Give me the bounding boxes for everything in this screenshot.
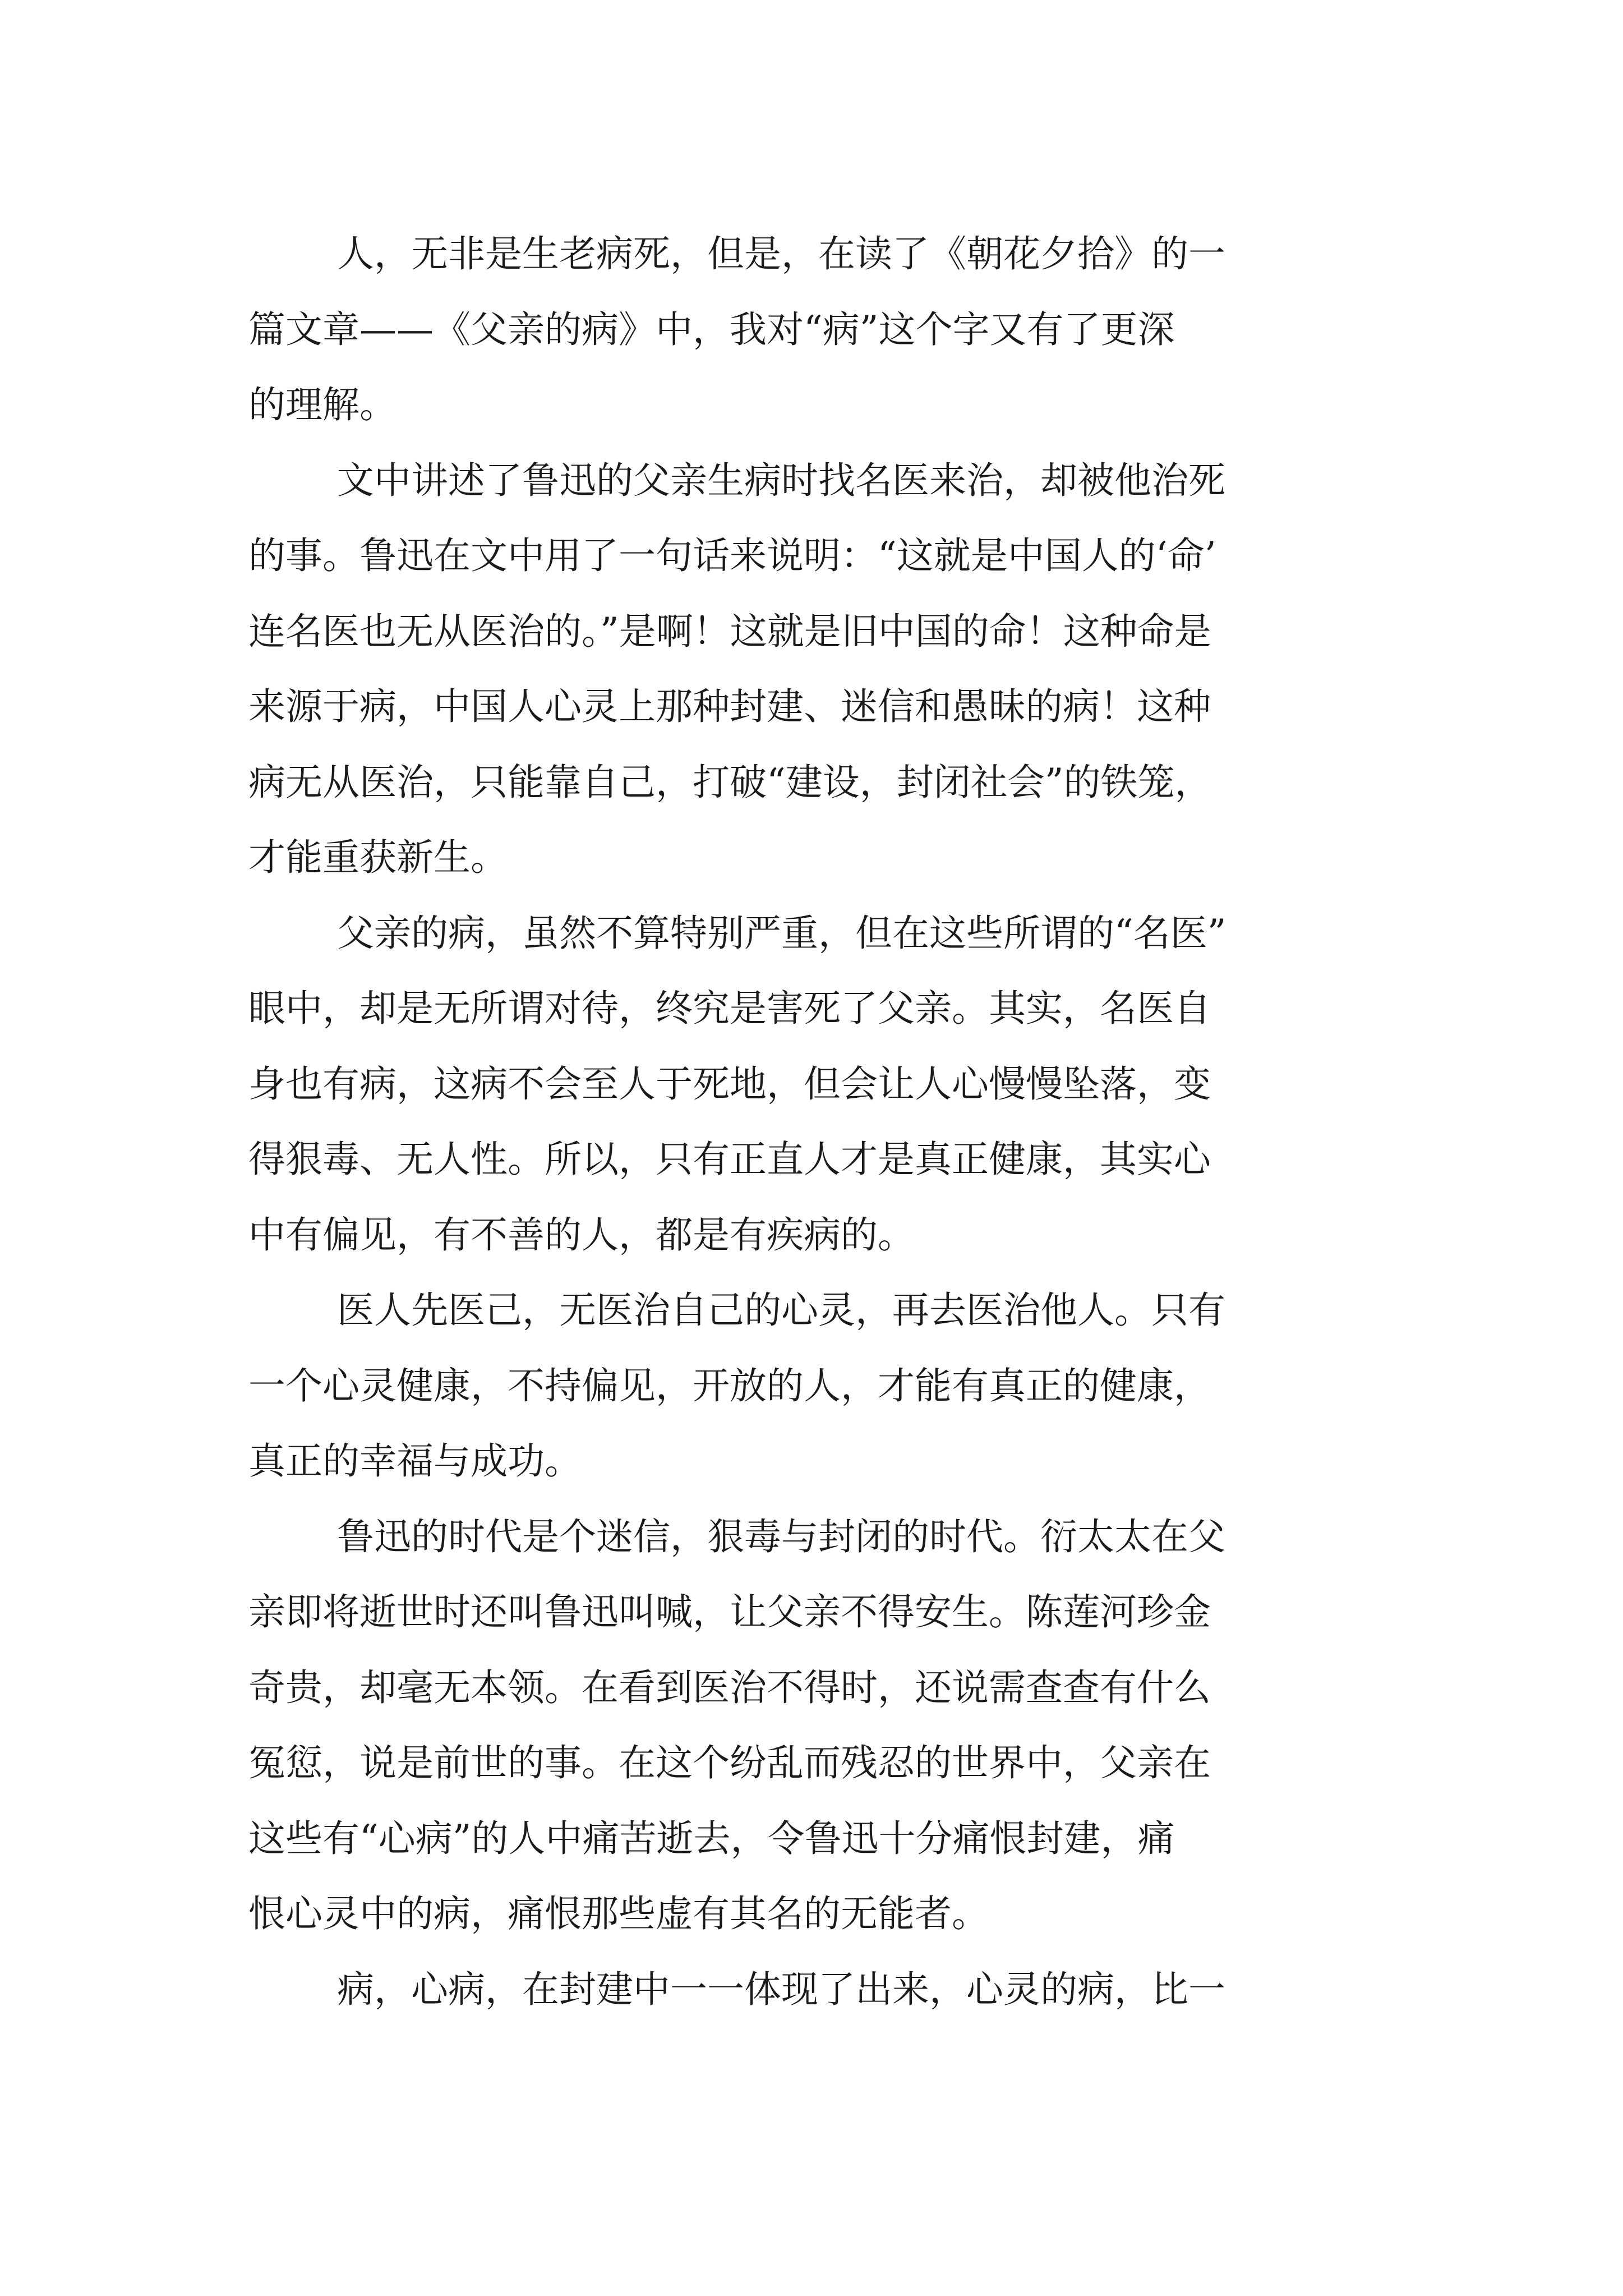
paragraph-2-line-6: 才能重获新生。: [248, 836, 508, 879]
paragraph-5-line-2: 亲即将逝世时还叫鲁迅叫喊，让父亲不得安生。陈莲河珍金: [248, 1590, 1211, 1634]
paragraph-3-line-4: 得狠毒、无人性。所以，只有正直人才是真正健康，其实心: [248, 1138, 1211, 1181]
paragraph-4-line-2: 一个心灵健康，不持偏见，开放的人，才能有真正的健康，: [248, 1364, 1211, 1407]
paragraph-2-line-5: 病无从医治，只能靠自己，打破“建设，封闭社会”的铁笼，: [248, 760, 1212, 804]
paragraph-1-line-2: 篇文章——《父亲的病》中，我对“病”这个字又有了更深: [248, 307, 1175, 351]
paragraph-3-line-5: 中有偏见，有不善的人，都是有疾病的。: [248, 1213, 915, 1257]
paragraph-1-line-1: 人，无非是生老病死，但是，在读了《朝花夕拾》的一: [337, 232, 1225, 275]
paragraph-6-line-1: 病，心病，在封建中一一体现了出来，心灵的病，比一: [337, 1967, 1225, 2011]
paragraph-2-line-4: 来源于病，中国人心灵上那种封建、迷信和愚昧的病！这种: [248, 685, 1211, 728]
paragraph-3-line-3: 身也有病，这病不会至人于死地，但会让人心慢慢坠落，变: [248, 1062, 1211, 1106]
paragraph-2-line-2: 的事。鲁迅在文中用了一句话来说明：“这就是中国人的‘命’: [248, 534, 1216, 577]
paragraph-4-line-1: 医人先医己，无医治自己的心灵，再去医治他人。只有: [337, 1289, 1225, 1332]
paragraph-3-line-2: 眼中，却是无所谓对待，终究是害死了父亲。其实，名医自: [248, 987, 1211, 1030]
paragraph-4-line-3: 真正的幸福与成功。: [248, 1439, 582, 1483]
essay-body: [248, 217, 1376, 2027]
paragraph-5-line-1: 鲁迅的时代是个迷信，狠毒与封闭的时代。衍太太在父: [337, 1515, 1225, 1558]
paragraph-2-line-3: 连名医也无从医治的。”是啊！这就是旧中国的命！这种命是: [248, 609, 1211, 653]
paragraph-5-line-5: 这些有“心病”的人中痛苦逝去，令鲁迅十分痛恨封建，痛: [248, 1816, 1175, 1860]
paragraph-1-line-3: 的理解。: [248, 383, 396, 426]
paragraph-5-line-6: 恨心灵中的病，痛恨那些虚有其名的无能者。: [248, 1892, 989, 1935]
paragraph-5-line-4: 冤愆，说是前世的事。在这个纷乱而残忍的世界中，父亲在: [248, 1741, 1211, 1784]
paragraph-3-line-1: 父亲的病，虽然不算特别严重，但在这些所谓的“名医”: [337, 911, 1227, 955]
paragraph-2-line-1: 文中讲述了鲁迅的父亲生病时找名医来治，却被他治死: [337, 458, 1225, 502]
paragraph-5-line-3: 奇贵，却毫无本领。在看到医治不得时，还说需查查有什么: [248, 1665, 1211, 1709]
